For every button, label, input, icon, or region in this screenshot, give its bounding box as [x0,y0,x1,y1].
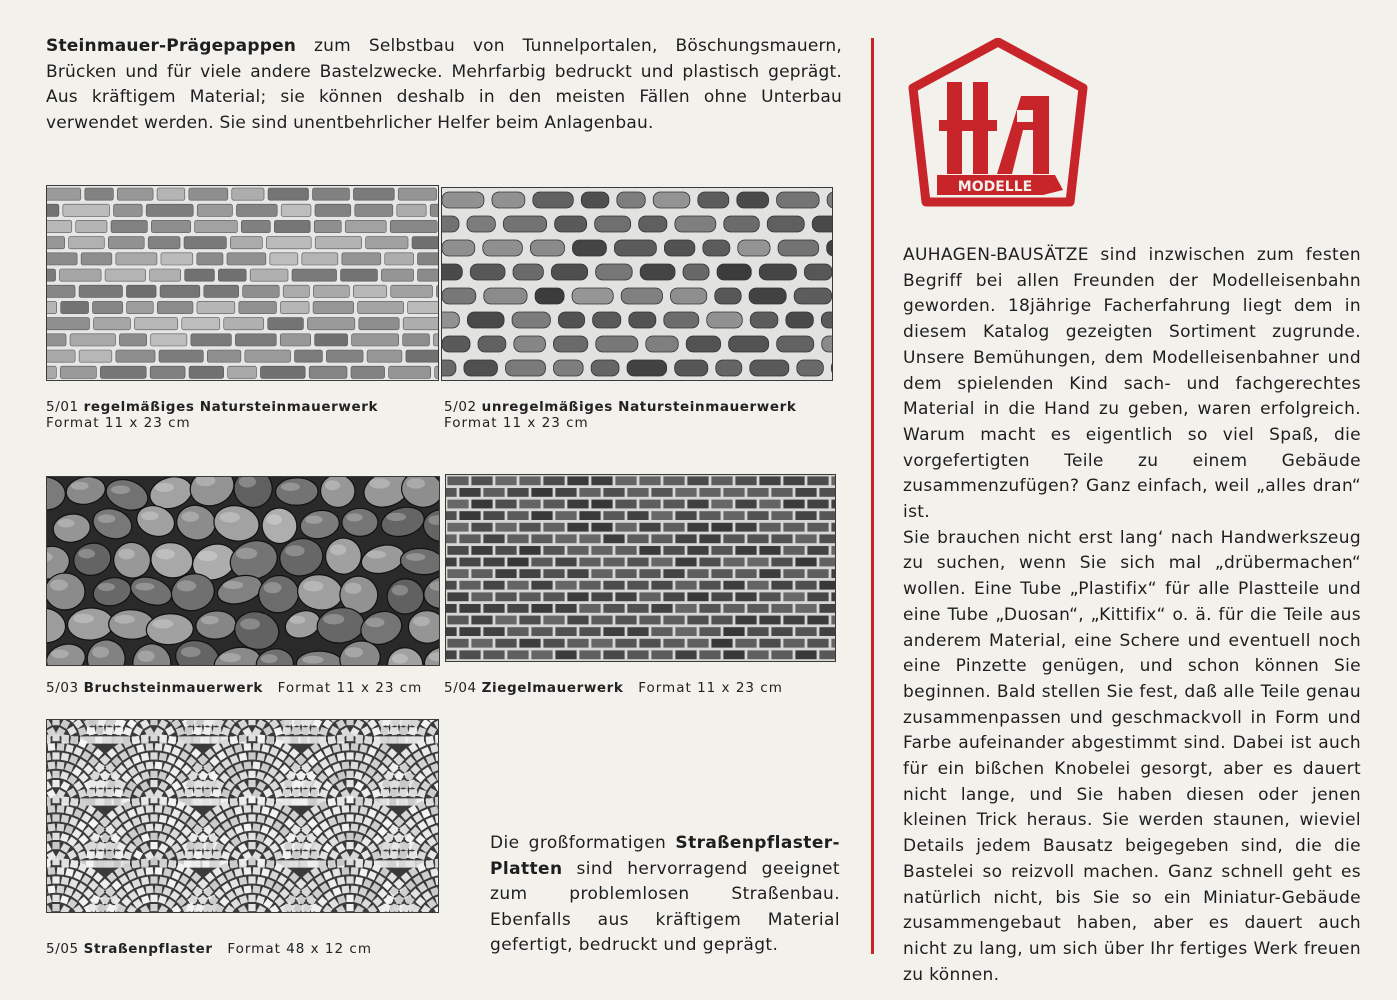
brick-pattern [446,475,835,661]
pflaster-text-1: Die großformatigen [490,833,676,853]
pflaster-bold: Straßenpflaster-Platten [490,833,840,879]
intro-paragraph [46,34,842,136]
intro-lead: Steinmauer-Prägepappen [46,36,297,56]
pflaster-description [490,831,840,959]
product-name: Ziegelmauerwerk [481,680,624,696]
product-name: Bruchsteinmauerwerk [83,680,263,696]
product-name: unregelmäßiges Natursteinmauerwerk [481,399,797,415]
product-caption [444,680,844,696]
product-caption [46,941,446,957]
product-code: 5/02 [444,399,477,415]
product-code: 5/01 [46,399,79,415]
column-divider [871,38,874,954]
product-image-cobblestone [46,719,439,913]
product-format: Format 11 x 23 cm [46,415,191,431]
pflaster-text-2: sind hervorragend geeignet zum problemlosen Straßenbau. Ebenfalls aus kräftigem Material gefertigt, bedruckt und geprägt. [490,858,840,955]
intro-text: zum Selbstbau von Tunnelportalen, Böschungsmauern, Brücken und für viele andere Bastelzwecke. Mehrfarbig bedruckt und plastisch geprägt. Aus kräftigem Material; sie können deshalb in den meisten Fällen ohne Unterbau verwendet werden. Sie sind unentbehrlicher Helfer beim Anlagenbau. [46,36,842,133]
product-code: 5/03 [46,680,79,696]
product-name: regelmäßiges Natursteinmauerwerk [83,399,379,415]
right-paragraph-1: AUHAGEN-BAUSÄTZE sind inzwischen zum festen Begriff bei allen Freunden der Modelleisenbahn geworden. 18jährige Facherfahrung liegt dem in diesem Katalog gezeigten Sortiment zugrunde. Unsere Bemühungen, dem Modelleisenbahner und dem spielenden Kind sach- und fachgerechtes Material in die Hand zu geben, waren erfolgreich. Warum macht es eigentlich so viel Spaß, die vorgefertigten Teile zu einem Gebäude zusammenzufügen? Ganz einfach, weil „alles dran“ ist. [903,245,1361,523]
regular-stone-pattern [47,186,438,380]
product-format: Format 48 x 12 cm [227,941,372,957]
product-format: Format 11 x 23 cm [277,680,423,696]
right-column-text [903,243,1361,988]
product-image-rubble-stone [46,476,440,666]
product-format: Format 11 x 23 cm [638,680,783,696]
ha-modelle-logo [905,38,1091,224]
product-caption [444,399,844,431]
cobblestone-pattern [47,720,438,912]
logo-word: MODELLE [957,179,1033,195]
product-caption [46,399,436,431]
product-image-brick [445,474,836,662]
product-name: Straßenpflaster [83,941,213,957]
product-image-regular-stone [46,185,439,381]
rubble-stone-pattern [47,477,439,665]
right-paragraph-2: Sie brauchen nicht erst lang‘ nach Handwerkszeug zu suchen, wenn Sie sich mal „drübermachen“ wollen. Eine Tube „Plastifix“ für alle Plastteile und eine Tube „Duosan“, „Kittifix“ o. ä. für die Teile aus anderem Material, eine Schere und eventuell noch eine Pinzette genügen, und schon können Sie beginnen. Bald stellen Sie fest, daß alle Teile genau zusammenpassen und geschmackvoll in Form und Farbe aufeinander abgestimmt sind. Dabei ist auch für ein bißchen Knobelei gesorgt, aber es dauert nicht lange, und Sie haben diesen oder jenen kleinen Trick heraus. Sie werden staunen, wieviel Details jedem Bausatz beigegeben sind, die die Bastelei so reizvoll machen. Ganz schnell geht es natürlich nicht, bis Sie so ein Miniatur-Gebäude zusammengebaut haben, aber es dauert auch nicht zu lang, um sich über Ihr fertiges Werk freuen zu können. [903,527,1361,985]
product-image-irregular-stone [441,187,833,381]
product-format: Format 11 x 23 cm [444,415,589,431]
product-caption [46,680,436,696]
product-code: 5/05 [46,941,79,957]
product-code: 5/04 [444,680,477,696]
logo-icon [905,38,1091,224]
irregular-stone-pattern [442,188,832,380]
